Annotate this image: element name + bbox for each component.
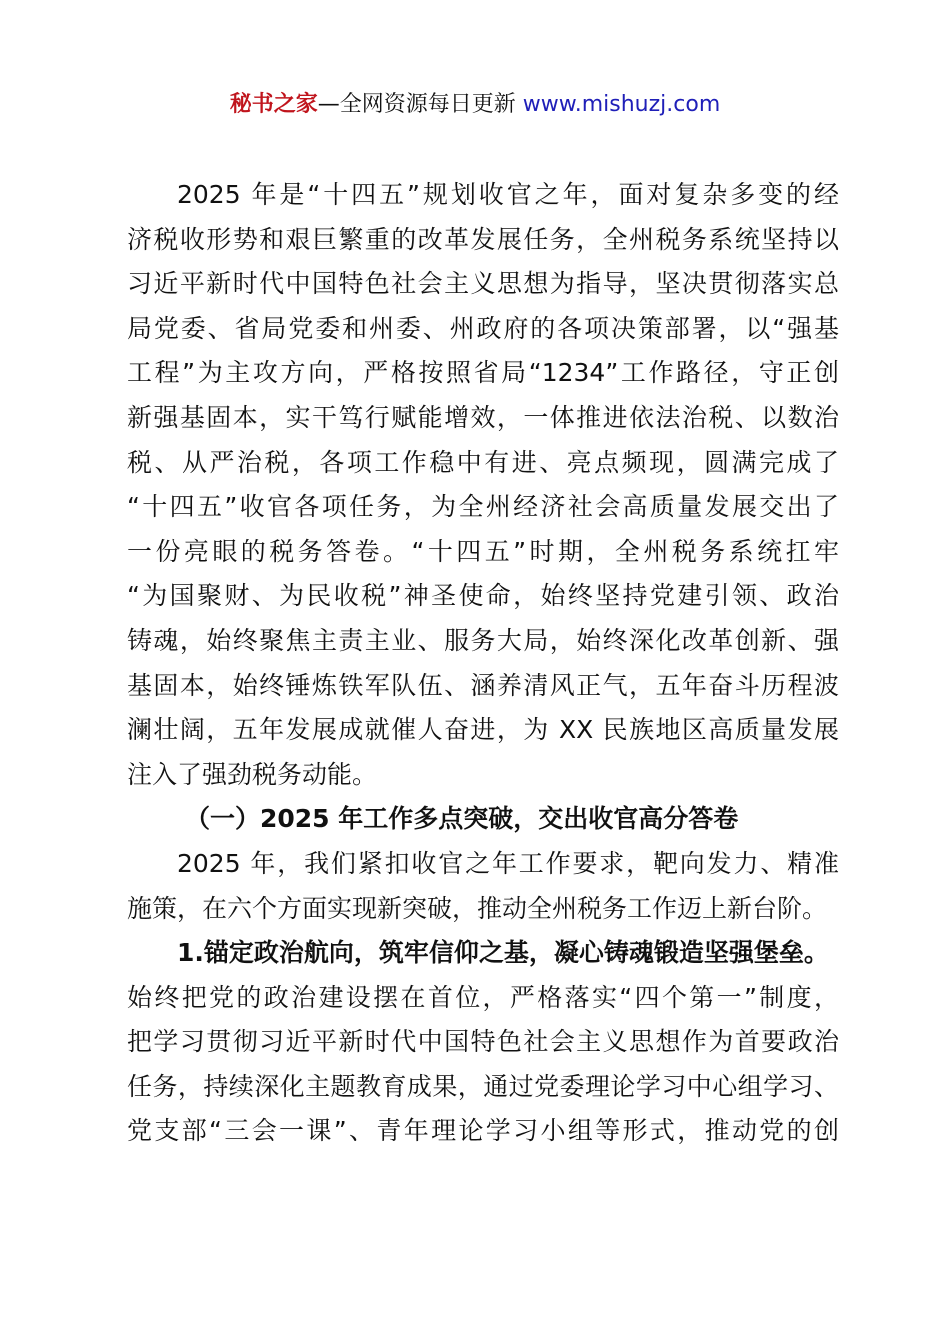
paragraph-2-line: 施策，在六个方面实现新突破，推动全州税务工作迈上新台阶。 <box>127 893 828 923</box>
brand-name: 秘书之家 <box>229 92 318 117</box>
header-url[interactable]: www.mishuzj.com <box>522 92 721 117</box>
page-header <box>0 88 950 122</box>
document-body <box>127 173 839 1154</box>
paragraph-1-line: “为国聚财、为民收税”神圣使命，始终坚持党建引领、政治 <box>127 581 839 611</box>
paragraph-1-line: 一份亮眼的税务答卷。“十四五”时期，全州税务系统扛牢 <box>127 536 839 566</box>
subsection-heading: 1.锚定政治航向，筑牢信仰之基，凝心铸魂锻造坚强堡垒。 <box>177 938 829 968</box>
paragraph-1-line: 2025 年是“十四五”规划收官之年，面对复杂多变的经 <box>177 180 839 209</box>
paragraph-1-line: 基固本，始终锤炼铁军队伍、涵养清风正气，五年奋斗历程波 <box>127 670 839 700</box>
paragraph-1-line: 注入了强劲税务动能。 <box>127 759 378 789</box>
paragraph-1-line: 局党委、省局党委和州委、州政府的各项决策部署，以“强基 <box>127 313 839 343</box>
paragraph-3-line: 把学习贯彻习近平新时代中国特色社会主义思想作为首要政治 <box>127 1027 839 1057</box>
paragraph-2-line: 2025 年，我们紧扣收官之年工作要求，靶向发力、精准 <box>177 848 839 878</box>
paragraph-1-line: 习近平新时代中国特色社会主义思想为指导，坚决贯彻落实总 <box>127 269 839 299</box>
paragraph-3-line: 党支部“三会一课”、青年理论学习小组等形式，推动党的创 <box>127 1116 839 1146</box>
header-tagline: —全网资源每日更新 <box>317 92 523 117</box>
paragraph-3-line: 始终把党的政治建设摆在首位，严格落实“四个第一”制度， <box>127 982 839 1012</box>
paragraph-1-line: 铸魂，始终聚焦主责主业、服务大局，始终深化改革创新、强 <box>127 625 839 655</box>
section-heading: （一）2025 年工作多点突破，交出收官高分答卷 <box>185 804 739 834</box>
paragraph-1-line: “十四五”收官各项任务，为全州经济社会高质量发展交出了 <box>127 492 839 522</box>
paragraph-1-line: 新强基固本，实干笃行赋能增效，一体推进依法治税、以数治 <box>127 402 839 432</box>
paragraph-1-line: 济税收形势和艰巨繁重的改革发展任务，全州税务系统坚持以 <box>127 224 839 254</box>
paragraph-1-line: 工程”为主攻方向，严格按照省局“1234”工作路径，守正创 <box>127 358 839 388</box>
paragraph-3-line: 任务，持续深化主题教育成果，通过党委理论学习中心组学习、 <box>127 1071 839 1101</box>
paragraph-1-line: 税、从严治税，各项工作稳中有进、亮点频现，圆满完成了 <box>127 447 839 477</box>
paragraph-1-line: 澜壮阔，五年发展成就催人奋进，为 XX 民族地区高质量发展 <box>127 715 839 745</box>
